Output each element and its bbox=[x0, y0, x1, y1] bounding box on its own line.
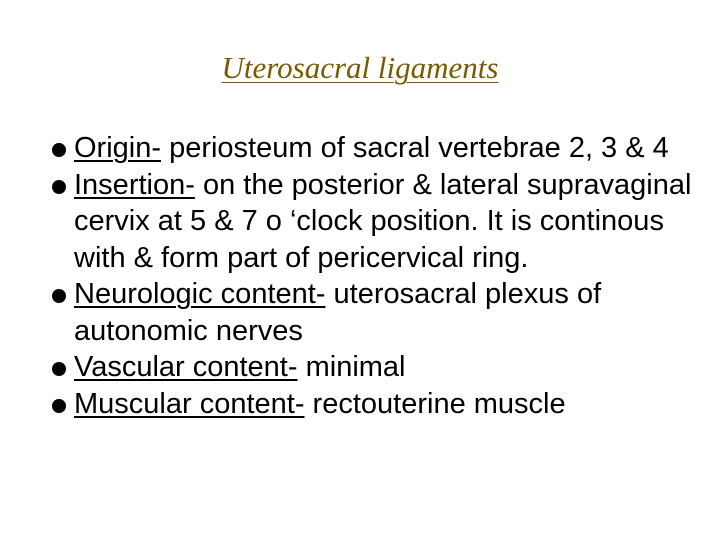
bullet-term: Muscular content- bbox=[74, 387, 305, 420]
bullet-item-neurologic bbox=[48, 276, 708, 349]
bullet-icon bbox=[52, 143, 66, 157]
bullet-text: periosteum of sacral vertebrae 2, 3 & 4 bbox=[161, 132, 669, 164]
bullet-text: minimal bbox=[297, 351, 406, 383]
bullet-text: on the posterior & lateral supravaginal cervix at 5 & 7 o ‘clock position. It is continous with & form part of pericervical ring. bbox=[74, 168, 692, 274]
bullet-term: Origin- bbox=[74, 132, 162, 164]
bullet-text: rectouterine muscle bbox=[304, 387, 566, 420]
bullet-term: Vascular content- bbox=[74, 351, 298, 383]
bullet-text: uterosacral plexus of autonomic nerves bbox=[74, 278, 602, 347]
bullet-item-insertion bbox=[48, 167, 708, 277]
bullet-item-muscular bbox=[48, 386, 708, 423]
bullet-term: Insertion- bbox=[74, 168, 195, 201]
bullet-list bbox=[48, 130, 708, 422]
bullet-item-vascular bbox=[48, 349, 708, 386]
bullet-icon bbox=[52, 180, 66, 194]
slide-title: Uterosacral ligaments bbox=[221, 50, 499, 85]
bullet-icon bbox=[52, 399, 66, 413]
bullet-term: Neurologic content- bbox=[74, 278, 326, 310]
bullet-icon bbox=[52, 289, 66, 303]
bullet-item-origin bbox=[48, 130, 708, 167]
bullet-icon bbox=[52, 362, 66, 376]
